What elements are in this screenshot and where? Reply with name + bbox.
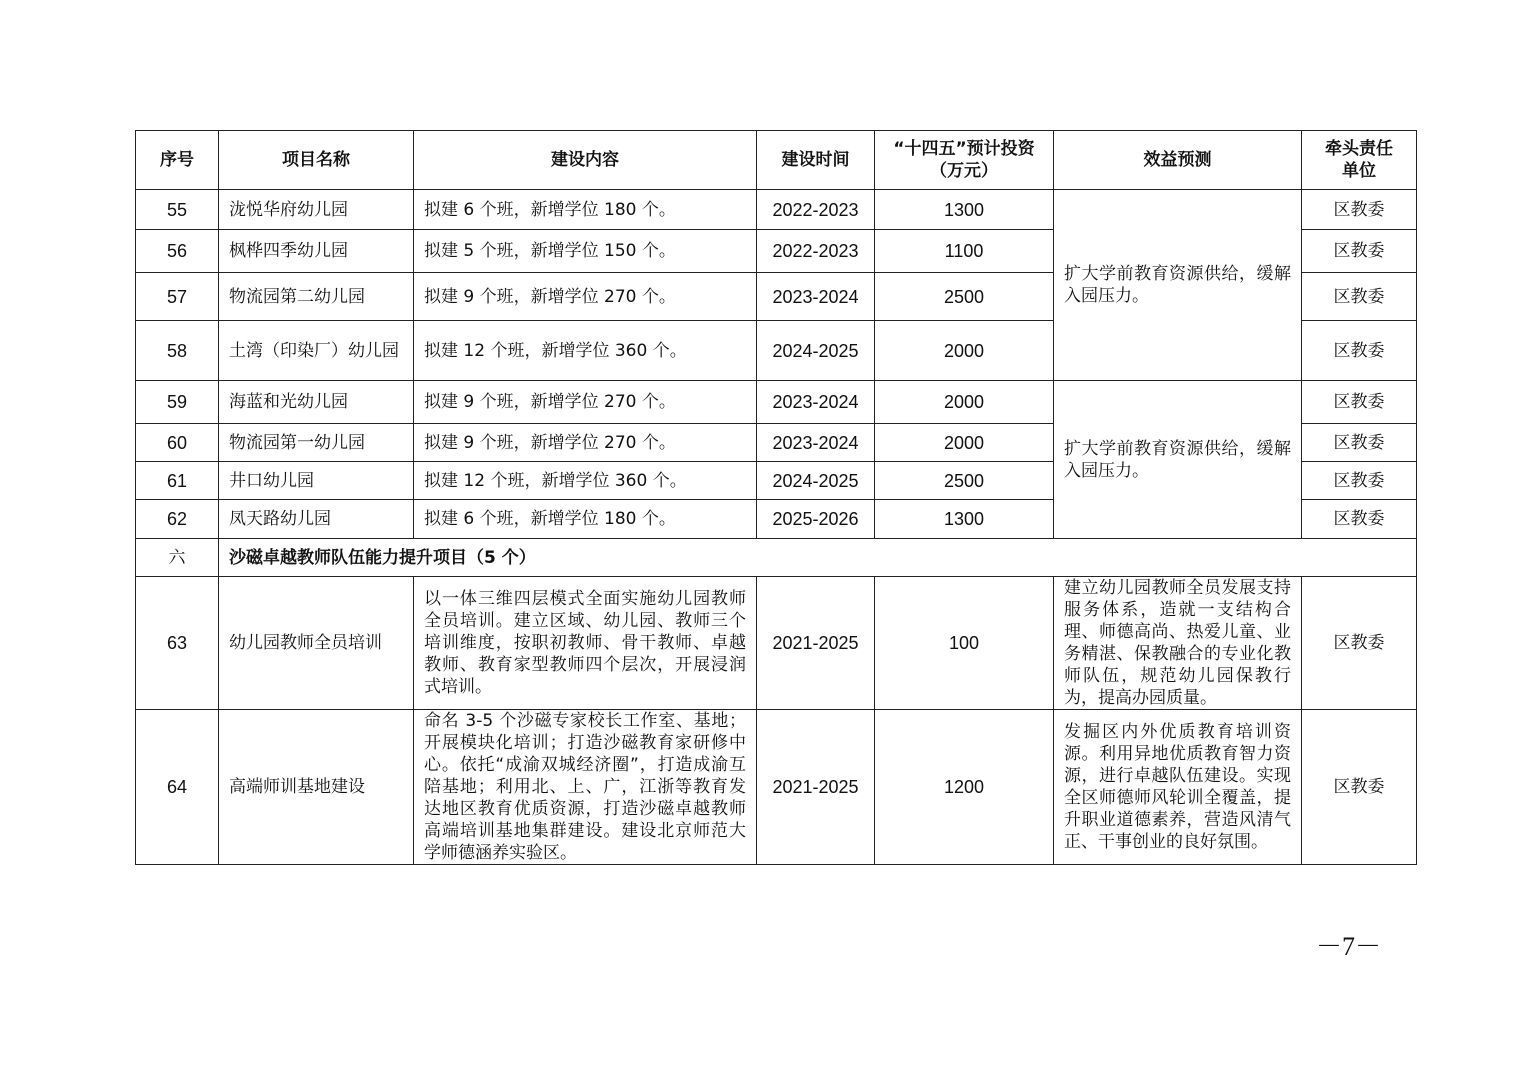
cell-content: 拟建 9 个班，新增学位 270 个。	[414, 273, 757, 321]
cell-invest: 1200	[875, 710, 1054, 865]
cell-no: 58	[136, 321, 219, 381]
cell-no: 61	[136, 462, 219, 500]
cell-name: 土湾（印染厂）幼儿园	[219, 321, 414, 381]
cell-name: 海蓝和光幼儿园	[219, 381, 414, 424]
cell-no: 55	[136, 190, 219, 230]
header-unit-line1: 牵头责任	[1325, 139, 1393, 159]
cell-invest: 1300	[875, 500, 1054, 539]
cell-content: 拟建 12 个班，新增学位 360 个。	[414, 321, 757, 381]
cell-no: 62	[136, 500, 219, 539]
cell-content: 命名 3-5 个沙磁专家校长工作室、基地；开展模块化培训；打造沙磁教育家研修中心。依托“成渝双城经济圈”，打造成渝互陪基地；利用北、上、广，江浙等教育发达地区教育优质资源，打造沙磁卓越教师高端培训基地集群建设。建设北京师范大学师德涵养实验区。	[414, 710, 757, 865]
header-benefit: 效益预测	[1054, 131, 1302, 190]
cell-name: 物流园第二幼儿园	[219, 273, 414, 321]
cell-name: 枫桦四季幼儿园	[219, 230, 414, 273]
cell-time: 2023-2024	[757, 381, 875, 424]
header-invest-line1: “十四五”预计投资	[893, 139, 1035, 159]
cell-content: 拟建 6 个班，新增学位 180 个。	[414, 500, 757, 539]
cell-content: 拟建 6 个班，新增学位 180 个。	[414, 190, 757, 230]
cell-name: 物流园第一幼儿园	[219, 424, 414, 462]
section-no: 六	[136, 539, 219, 577]
cell-unit: 区教委	[1302, 190, 1417, 230]
cell-no: 63	[136, 577, 219, 710]
project-table	[135, 130, 1417, 865]
cell-time: 2022-2023	[757, 190, 875, 230]
table-row	[136, 710, 1417, 865]
cell-time: 2024-2025	[757, 462, 875, 500]
cell-invest: 1100	[875, 230, 1054, 273]
header-content: 建设内容	[414, 131, 757, 190]
cell-name: 高端师训基地建设	[219, 710, 414, 865]
section-row	[136, 539, 1417, 577]
cell-content: 以一体三维四层模式全面实施幼儿园教师全员培训。建立区域、幼儿园、教师三个培训维度，按职初教师、骨干教师、卓越教师、教育家型教师四个层次，开展浸润式培训。	[414, 577, 757, 710]
cell-benefit-group2: 扩大学前教育资源供给，缓解入园压力。	[1054, 381, 1302, 539]
page-number: －7－	[1316, 932, 1382, 961]
cell-time: 2021-2025	[757, 710, 875, 865]
cell-invest: 100	[875, 577, 1054, 710]
cell-time: 2023-2024	[757, 424, 875, 462]
cell-unit: 区教委	[1302, 500, 1417, 539]
header-no: 序号	[136, 131, 219, 190]
table-row	[136, 577, 1417, 710]
cell-time: 2023-2024	[757, 273, 875, 321]
cell-no: 59	[136, 381, 219, 424]
cell-name: 凤天路幼儿园	[219, 500, 414, 539]
header-unit	[1302, 131, 1417, 190]
cell-time: 2021-2025	[757, 577, 875, 710]
table-row	[136, 190, 1417, 230]
cell-unit: 区教委	[1302, 321, 1417, 381]
cell-benefit: 建立幼儿园教师全员发展支持服务体系，造就一支结构合理、师德高尚、热爱儿童、业务精湛、保教融合的专业化教师队伍，规范幼儿园保教行为，提高办园质量。	[1054, 577, 1302, 710]
cell-time: 2024-2025	[757, 321, 875, 381]
cell-unit: 区教委	[1302, 230, 1417, 273]
header-invest	[875, 131, 1054, 190]
cell-content: 拟建 9 个班，新增学位 270 个。	[414, 381, 757, 424]
cell-invest: 2000	[875, 321, 1054, 381]
cell-invest: 1300	[875, 190, 1054, 230]
cell-name: 泷悦华府幼儿园	[219, 190, 414, 230]
cell-unit: 区教委	[1302, 381, 1417, 424]
cell-unit: 区教委	[1302, 273, 1417, 321]
cell-unit: 区教委	[1302, 424, 1417, 462]
header-name: 项目名称	[219, 131, 414, 190]
cell-benefit: 发掘区内外优质教育培训资源。利用异地优质教育智力资源，进行卓越队伍建设。实现全区师德师风轮训全覆盖，提升职业道德素养，营造风清气正、干事创业的良好氛围。	[1054, 710, 1302, 865]
cell-invest: 2500	[875, 462, 1054, 500]
cell-no: 57	[136, 273, 219, 321]
cell-invest: 2500	[875, 273, 1054, 321]
cell-unit: 区教委	[1302, 462, 1417, 500]
cell-name: 幼儿园教师全员培训	[219, 577, 414, 710]
cell-no: 64	[136, 710, 219, 865]
cell-invest: 2000	[875, 381, 1054, 424]
header-unit-line2: 单位	[1342, 161, 1376, 181]
cell-invest: 2000	[875, 424, 1054, 462]
cell-unit: 区教委	[1302, 577, 1417, 710]
cell-benefit-group1: 扩大学前教育资源供给，缓解入园压力。	[1054, 190, 1302, 381]
table-row	[136, 381, 1417, 424]
cell-time: 2025-2026	[757, 500, 875, 539]
cell-content: 拟建 12 个班，新增学位 360 个。	[414, 462, 757, 500]
cell-time: 2022-2023	[757, 230, 875, 273]
header-row	[136, 131, 1417, 190]
section-title: 沙磁卓越教师队伍能力提升项目（5 个）	[219, 539, 1417, 577]
cell-name: 井口幼儿园	[219, 462, 414, 500]
cell-unit: 区教委	[1302, 710, 1417, 865]
cell-content: 拟建 5 个班，新增学位 150 个。	[414, 230, 757, 273]
header-invest-line2: （万元）	[930, 161, 998, 181]
cell-content: 拟建 9 个班，新增学位 270 个。	[414, 424, 757, 462]
header-time: 建设时间	[757, 131, 875, 190]
cell-no: 56	[136, 230, 219, 273]
cell-no: 60	[136, 424, 219, 462]
